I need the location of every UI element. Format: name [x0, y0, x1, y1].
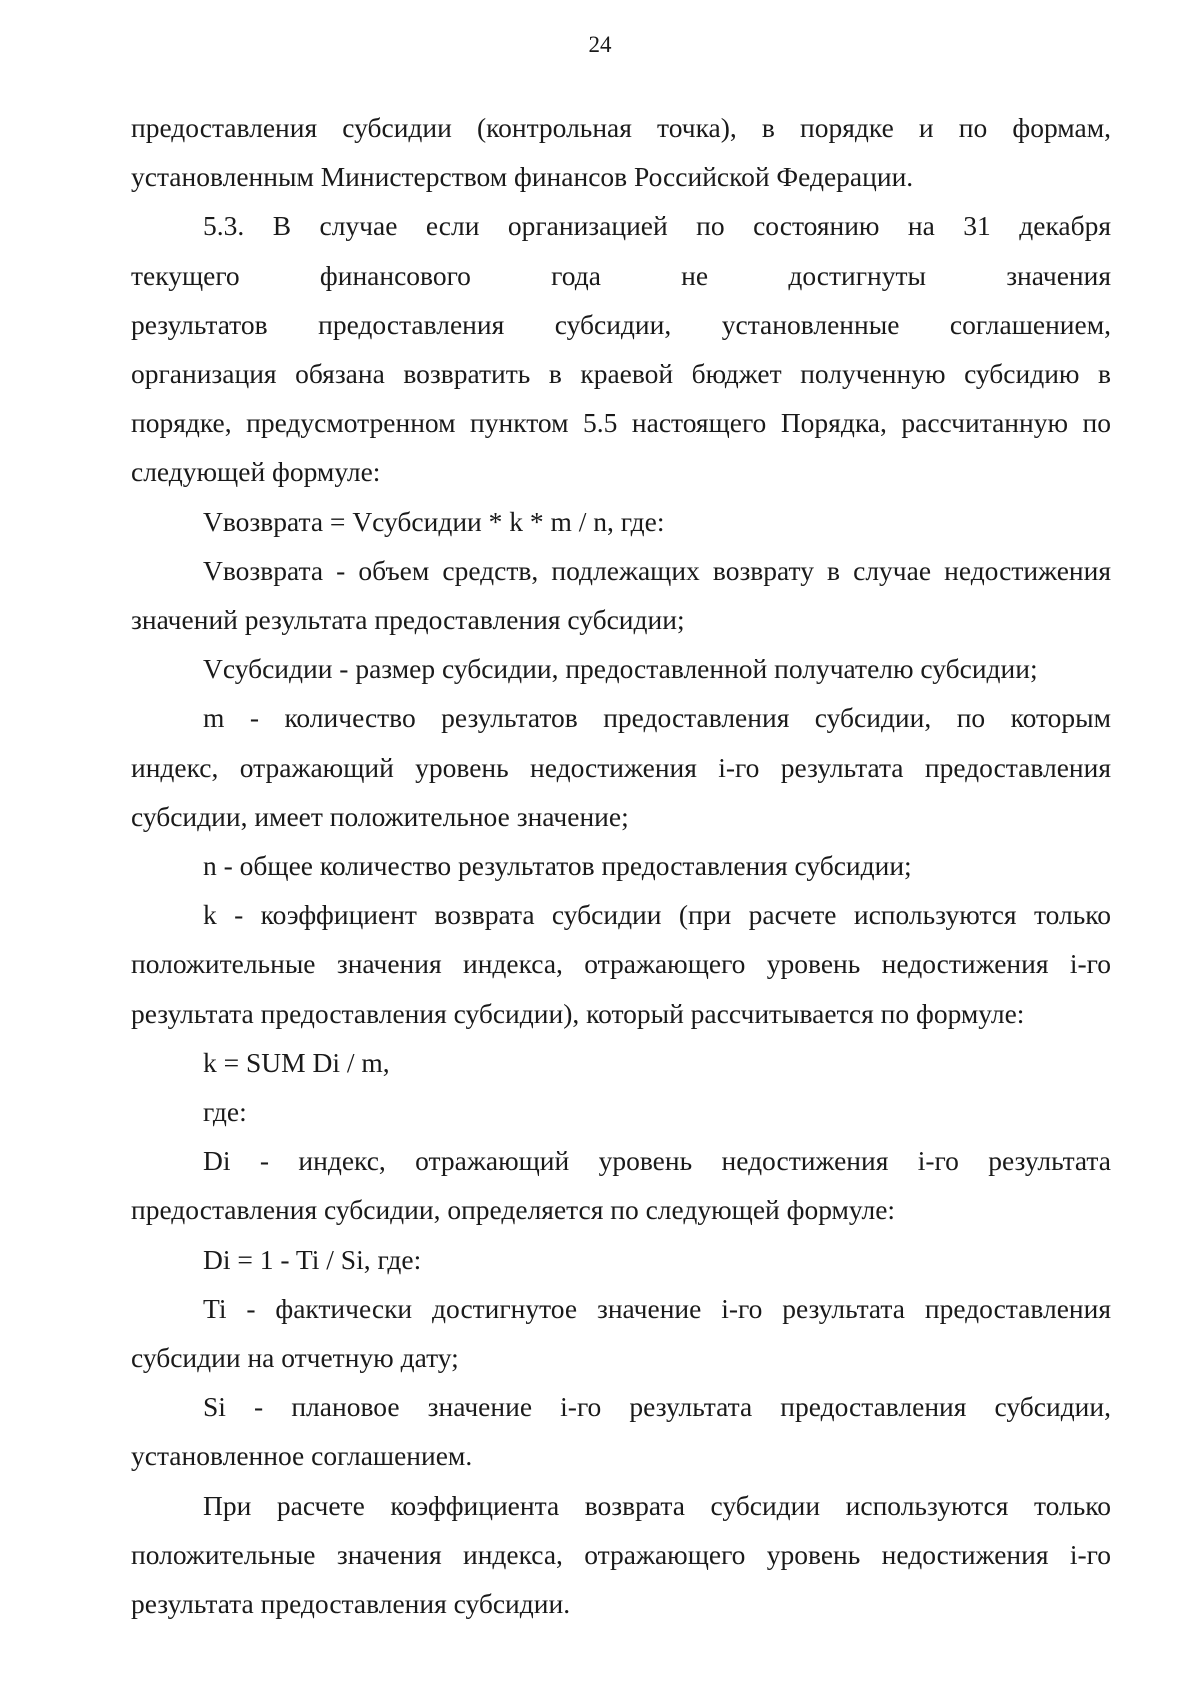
text-line: порядке, предусмотренном пунктом 5.5 настоящего Порядка, рассчитанную по: [131, 407, 1111, 439]
formula-line: Di = 1 - Ti / Si, где:: [203, 1243, 422, 1275]
text-line: где:: [203, 1096, 247, 1128]
text-line: m - количество результатов предоставления субсидии, по которым: [203, 702, 1111, 734]
formula-line: k = SUM Di / m,: [203, 1046, 390, 1078]
text-line: результатов предоставления субсидии, установленные соглашением,: [131, 308, 1111, 340]
text-line: 5.3. В случае если организацией по состоянию на 31 декабря: [203, 210, 1111, 242]
text-line: установленное соглашением.: [131, 1440, 473, 1472]
text-line: предоставления субсидии (контрольная точка), в порядке и по формам,: [131, 112, 1111, 143]
text-line: значений результата предоставления субсидии;: [131, 604, 685, 636]
page-number: 24: [588, 32, 612, 57]
text-line: положительные значения индекса, отражающего уровень недостижения i-го: [131, 948, 1111, 980]
text-line: предоставления субсидии, определяется по следующей формуле:: [131, 1194, 896, 1226]
text-line: n - общее количество результатов предоставления субсидии;: [203, 850, 912, 882]
text-line: При расчете коэффициента возврата субсидии используются только: [203, 1489, 1111, 1521]
text-line: следующей формуле:: [131, 456, 381, 488]
text-line: Vвозврата - объем средств, подлежащих возврату в случае недостижения: [203, 554, 1111, 586]
text-line: Si - плановое значение i-го результата предоставления субсидии,: [203, 1391, 1111, 1423]
text-line: субсидии на отчетную дату;: [131, 1342, 459, 1374]
text-line: субсидии, имеет положительное значение;: [131, 800, 629, 832]
formula-line: Vвозврата = Vсубсидии * k * m / n, где:: [203, 505, 665, 537]
text-line: Di - индекс, отражающий уровень недостижения i-го результата: [203, 1145, 1111, 1177]
text-line: организация обязана возвратить в краевой бюджет полученную субсидию в: [131, 358, 1111, 390]
text-line: k - коэффициент возврата субсидии (при расчете используются только: [203, 899, 1111, 931]
text-line: текущего финансового года не достигнуты значения: [131, 259, 1111, 291]
document-body: [131, 103, 1111, 1628]
text-line: установленным Министерством финансов Российской Федерации.: [131, 161, 914, 193]
text-line: Ti - фактически достигнутое значение i-го результата предоставления: [203, 1292, 1111, 1324]
text-line: положительные значения индекса, отражающего уровень недостижения i-го: [131, 1538, 1111, 1570]
text-line: результата предоставления субсидии), который рассчитывается по формуле:: [131, 997, 1025, 1029]
text-line: индекс, отражающий уровень недостижения i-го результата предоставления: [131, 751, 1111, 783]
text-line: результата предоставления субсидии.: [131, 1588, 571, 1620]
text-line: Vсубсидии - размер субсидии, предоставленной получателю субсидии;: [203, 653, 1038, 685]
